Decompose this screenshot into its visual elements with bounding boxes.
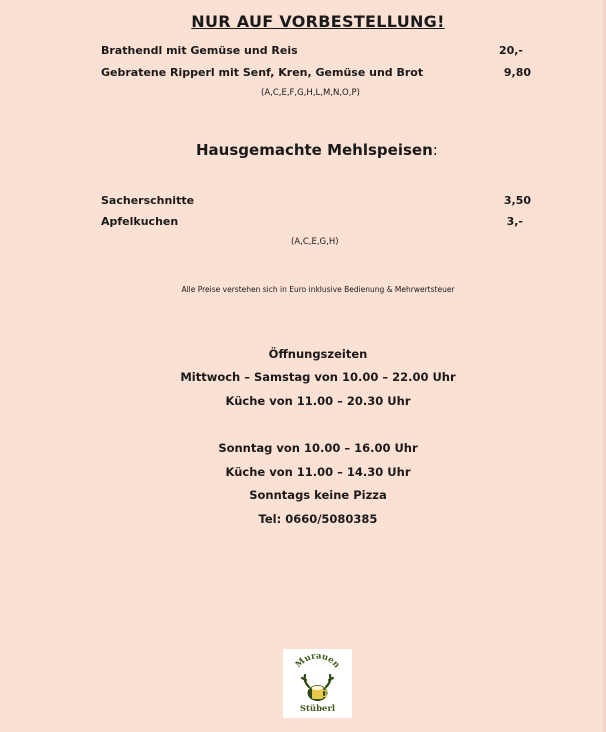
menu-item-name: Apfelkuchen — [101, 215, 179, 228]
restaurant-logo — [283, 649, 352, 718]
opening-hours-weekdays: Mittwoch – Samstag von 10.00 – 22.00 Uhr — [180, 370, 456, 384]
opening-hours-sunday-kitchen: Küche von 11.00 – 14.30 Uhr — [225, 465, 411, 479]
menu-item-name: Brathendl mit Gemüse und Reis — [101, 44, 298, 57]
desserts-heading-text: Hausgemachte Mehlspeisen — [196, 141, 433, 159]
allergen-codes: (A,C,E,F,G,H,L,M,N,O,P) — [261, 88, 360, 98]
phone-number: Tel: 0660/5080385 — [258, 512, 378, 526]
menu-item-price: 20,- — [498, 44, 523, 57]
allergen-codes: (A,C,E,G,H) — [291, 237, 339, 247]
price-note: Alle Preise verstehen sich in Euro inklusive Bedienung & Mehrwertsteuer — [181, 285, 455, 294]
sunday-pizza-note: Sonntags keine Pizza — [249, 488, 387, 502]
menu-item-name: Gebratene Ripperl mit Senf, Kren, Gemüse und Brot — [101, 66, 424, 79]
opening-hours-weekday-kitchen: Küche von 11.00 – 20.30 Uhr — [225, 394, 411, 408]
logo-bottom-text: Stüberl — [299, 704, 336, 714]
logo-graphic — [283, 649, 352, 718]
logo-top-text: Murauen — [293, 651, 342, 671]
menu-item-name: Sacherschnitte — [101, 194, 195, 207]
opening-hours-sunday: Sonntag von 10.00 – 16.00 Uhr — [218, 441, 418, 455]
menu-item-price: 3,- — [506, 215, 523, 228]
menu-item-price: 3,50 — [503, 194, 531, 207]
opening-hours-heading: Öffnungszeiten — [268, 347, 368, 361]
preorder-heading: NUR AUF VORBESTELLUNG! — [191, 12, 445, 31]
desserts-heading-colon: : — [432, 141, 438, 159]
menu-item-price: 9,80 — [503, 66, 531, 79]
desserts-heading — [196, 141, 438, 159]
